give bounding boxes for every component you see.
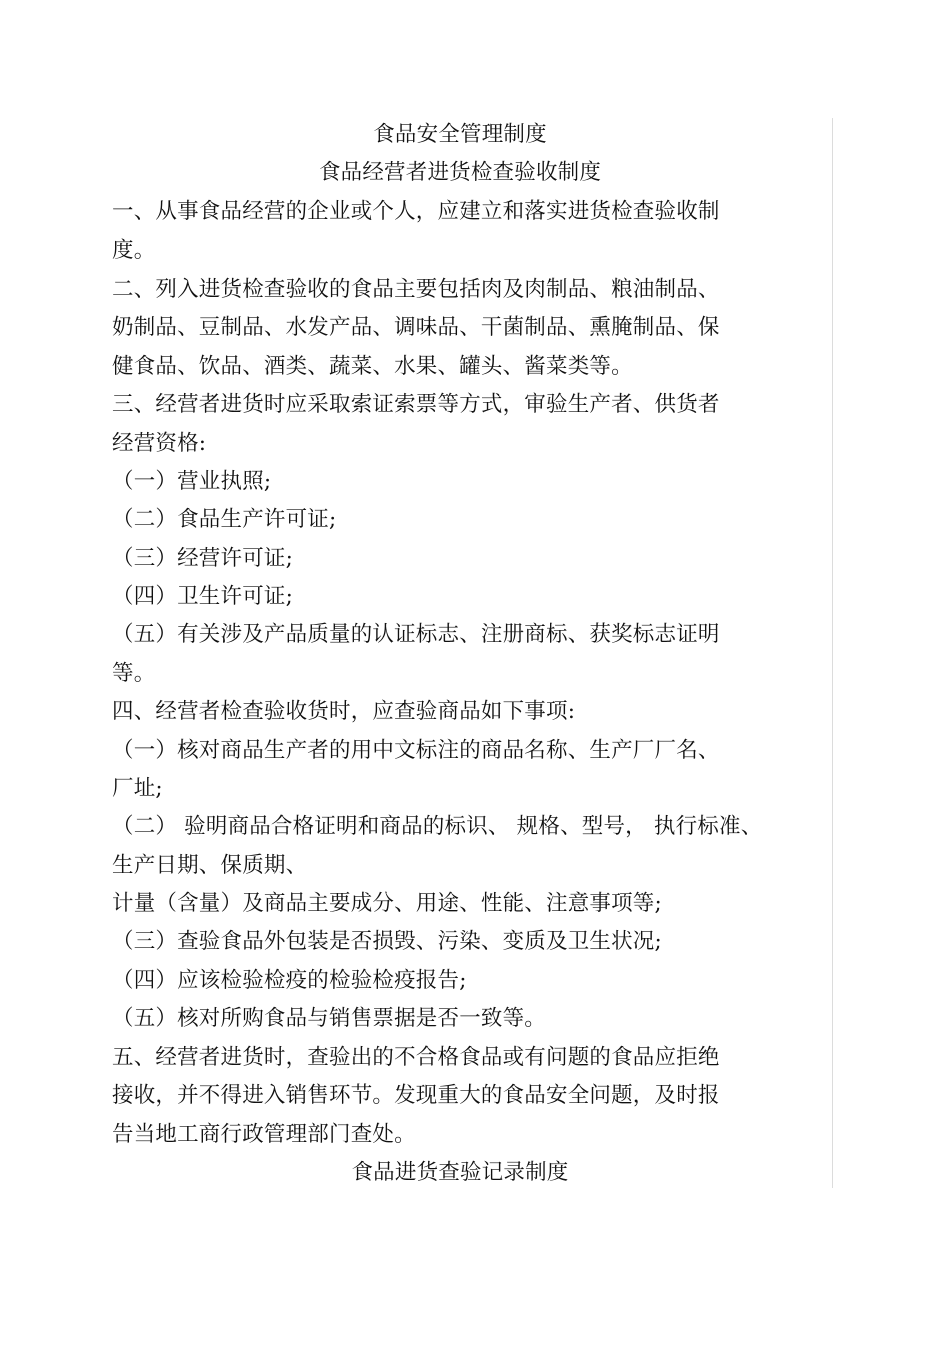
body-line: 三、经营者进货时应采取索证索票等方式，审验生产者、供货者 xyxy=(112,392,720,417)
body-line: 生产日期、保质期、 xyxy=(112,853,308,878)
body-line: 健食品、饮品、酒类、蔬菜、水果、罐头、酱菜类等。 xyxy=(112,354,633,379)
body-line: （三）经营许可证; xyxy=(112,546,294,571)
body-line: 接收，并不得进入销售环节。发现重大的食品安全问题，及时报 xyxy=(112,1083,720,1108)
body-line: （四）卫生许可证; xyxy=(112,584,294,609)
body-line: （一）核对商品生产者的用中文标注的商品名称、生产厂厂名、 xyxy=(112,738,720,763)
body-line: 厂址; xyxy=(112,776,163,801)
body-line: 度。 xyxy=(112,238,156,263)
body-line: 经营资格: xyxy=(112,431,207,456)
page-edge-divider xyxy=(832,118,833,1188)
body-line: 计量（含量）及商品主要成分、用途、性能、注意事项等; xyxy=(112,891,662,916)
section-title: 食品经营者进货检查验收制度 xyxy=(318,160,602,185)
body-line: 奶制品、豆制品、水发产品、调味品、干菌制品、熏腌制品、保 xyxy=(112,315,720,340)
body-line: （五）有关涉及产品质量的认证标志、注册商标、获奖标志证明 xyxy=(112,622,720,647)
next-section-title: 食品进货查验记录制度 xyxy=(351,1160,569,1185)
document-title: 食品安全管理制度 xyxy=(373,122,547,147)
body-line: （二）食品生产许可证; xyxy=(112,507,337,532)
body-line: （一）营业执照; xyxy=(112,469,272,494)
body-line: （四）应该检验检疫的检验检疫报告; xyxy=(112,968,467,993)
body-line: 四、经营者检查验收货时，应查验商品如下事项: xyxy=(112,699,576,724)
body-line: 告当地工商行政管理部门查处。 xyxy=(112,1122,416,1147)
body-line: 二、列入进货检查验收的食品主要包括肉及肉制品、粮油制品、 xyxy=(112,277,720,302)
body-line: 五、经营者进货时，查验出的不合格食品或有问题的食品应拒绝 xyxy=(112,1045,720,1070)
body-line: 一、从事食品经营的企业或个人，应建立和落实进货检查验收制 xyxy=(112,199,720,224)
body-line: （三）查验食品外包装是否损毁、污染、变质及卫生状况; xyxy=(112,929,662,954)
body-line: （五）核对所购食品与销售票据是否一致等。 xyxy=(112,1006,547,1031)
body-line: 等。 xyxy=(112,661,156,686)
body-line: （二） 验明商品合格证明和商品的标识、 规格、型号， 执行标准、 xyxy=(112,814,763,839)
